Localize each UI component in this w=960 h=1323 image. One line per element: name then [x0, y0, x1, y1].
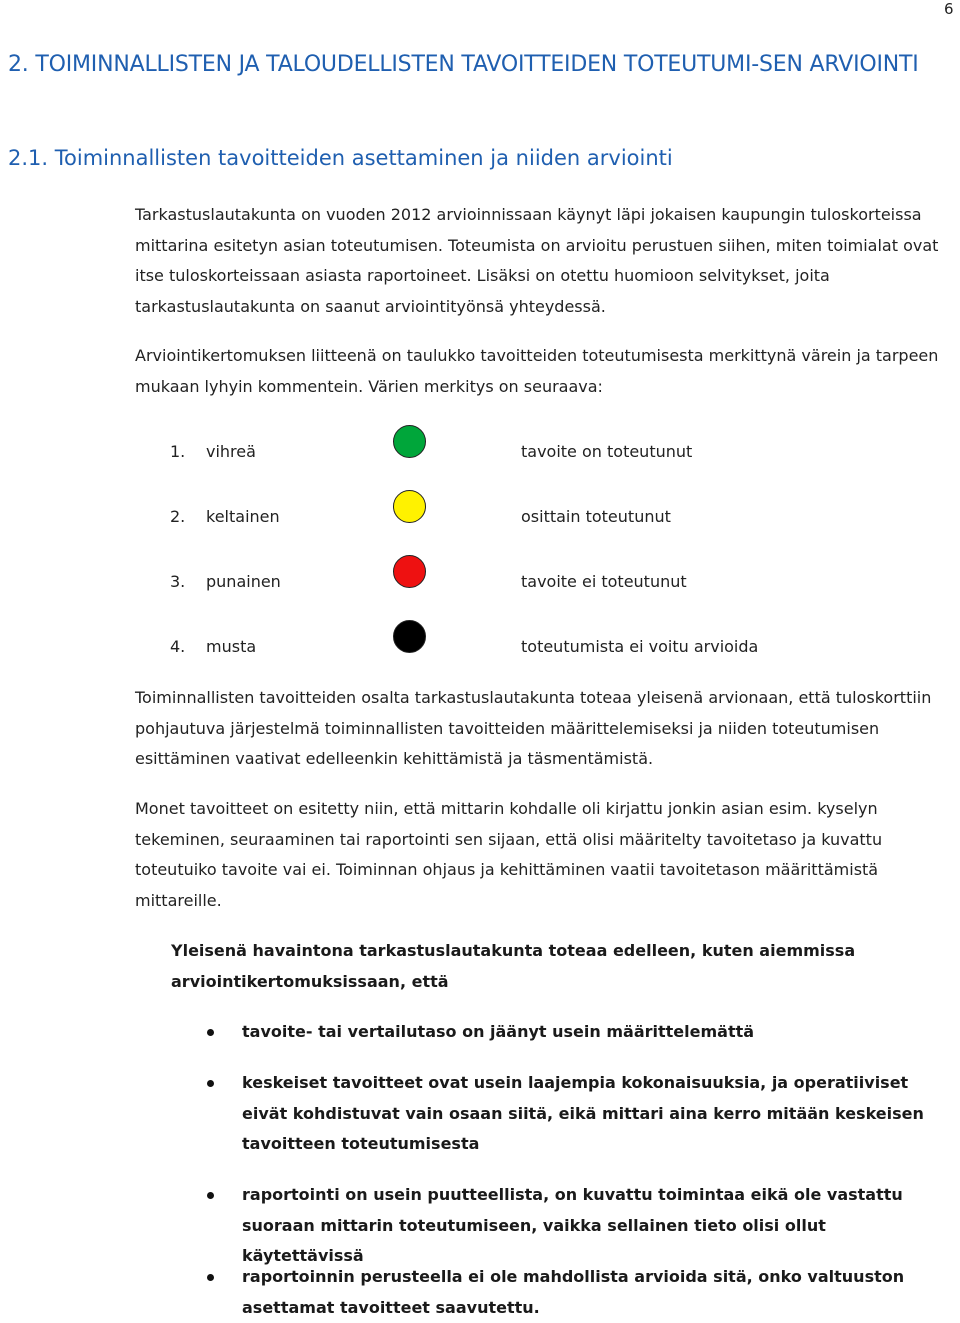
yellow-circle-icon: [393, 490, 426, 523]
targets-paragraph: Monet tavoitteet on esitetty niin, että mittarin kohdalle oli kirjattu jonkin asian esim. kyselyn tekeminen, seuraaminen tai raportointi sen sijaan, että olisi määritelty tavoitetaso ja kuvattu toteutuiko tavoite vai ei. Toiminnan ohjaus ja kehittäminen vaatii tavoitetason määrittämistä mittareille.: [135, 799, 883, 910]
chapter-heading: 2. TOIMINNALLISTEN JA TALOUDELLISTEN TAVOITTEIDEN TOTEUTUMI-SEN ARVIOINTI: [8, 52, 919, 77]
observations-intro: Yleisenä havaintona tarkastuslautakunta toteaa edelleen, kuten aiemmissa arviointikertomuksissaan, että: [171, 941, 856, 991]
list-item-text: tavoite- tai vertailutaso on jäänyt usein määrittelemättä: [242, 1022, 755, 1041]
list-item-text: raportoinnin perusteella ei ole mahdollista arvioida sitä, onko valtuuston asettamat tavoitteet saavutettu.: [242, 1267, 905, 1317]
legend-row-red: [0, 567, 960, 607]
bullet-icon: [207, 1080, 214, 1087]
appendix-paragraph: Arviointikertomuksen liitteenä on taulukko tavoitteiden toteutumisesta merkittynä värein ja tarpeen mukaan lyhyin kommentein. Värien merkitys on seuraava:: [135, 346, 939, 396]
legend-color-name: musta: [206, 637, 257, 656]
legend-number: 2.: [170, 507, 186, 526]
legend-description: toteutumista ei voitu arvioida: [521, 637, 759, 656]
black-circle-icon: [393, 620, 426, 653]
legend-number: 3.: [170, 572, 186, 591]
section-heading: 2.1. Toiminnallisten tavoitteiden asettaminen ja niiden arviointi: [8, 146, 673, 170]
green-circle-icon: [393, 425, 426, 458]
bullet-icon: [207, 1274, 214, 1281]
legend-row-yellow: [0, 502, 960, 542]
intro-paragraph: Tarkastuslautakunta on vuoden 2012 arvioinnissaan käynyt läpi jokaisen kaupungin tuloskorteissa mittarina esitetyn asian toteutumisen. Toteumista on arvioitu perustuen siihen, miten toimialat ovat itse tuloskorteissaan asiasta raportoineet. Lisäksi on otettu huomioon selvitykset, joita tarkastuslautakunta on saanut arviointityönsä yhteydessä.: [135, 205, 939, 316]
legend-row-black: [0, 632, 960, 672]
legend-description: tavoite ei toteutunut: [521, 572, 687, 591]
bullet-icon: [207, 1192, 214, 1199]
legend-number: 4.: [170, 637, 186, 656]
list-item-text: keskeiset tavoitteet ovat usein laajempia kokonaisuuksia, ja operatiiviset eivät kohdistuvat vain osaan siitä, eikä mittari aina kerro mitään keskeisen tavoitteen toteutumisesta: [242, 1073, 924, 1153]
red-circle-icon: [393, 555, 426, 588]
legend-color-name: vihreä: [206, 442, 256, 461]
legend-color-name: keltainen: [206, 507, 280, 526]
bullet-icon: [207, 1029, 214, 1036]
assessment-paragraph: Toiminnallisten tavoitteiden osalta tarkastuslautakunta toteaa yleisenä arvionaan, että tuloskorttiin pohjautuva järjestelmä toiminnallisten tavoitteiden määrittelemiseksi ja niiden toteutumisen esittäminen vaativat edelleenkin kehittämistä ja täsmentämistä.: [135, 688, 932, 768]
legend-number: 1.: [170, 442, 186, 461]
legend-row-green: [0, 437, 960, 477]
legend-description: osittain toteutunut: [521, 507, 671, 526]
page-number: 6: [944, 0, 954, 18]
legend-color-name: punainen: [206, 572, 281, 591]
list-item-text: raportointi on usein puutteellista, on kuvattu toimintaa eikä ole vastattu suoraan mittarin toteutumiseen, vaikka sellainen tieto olisi ollut käytettävissä: [242, 1185, 903, 1265]
legend-description: tavoite on toteutunut: [521, 442, 693, 461]
